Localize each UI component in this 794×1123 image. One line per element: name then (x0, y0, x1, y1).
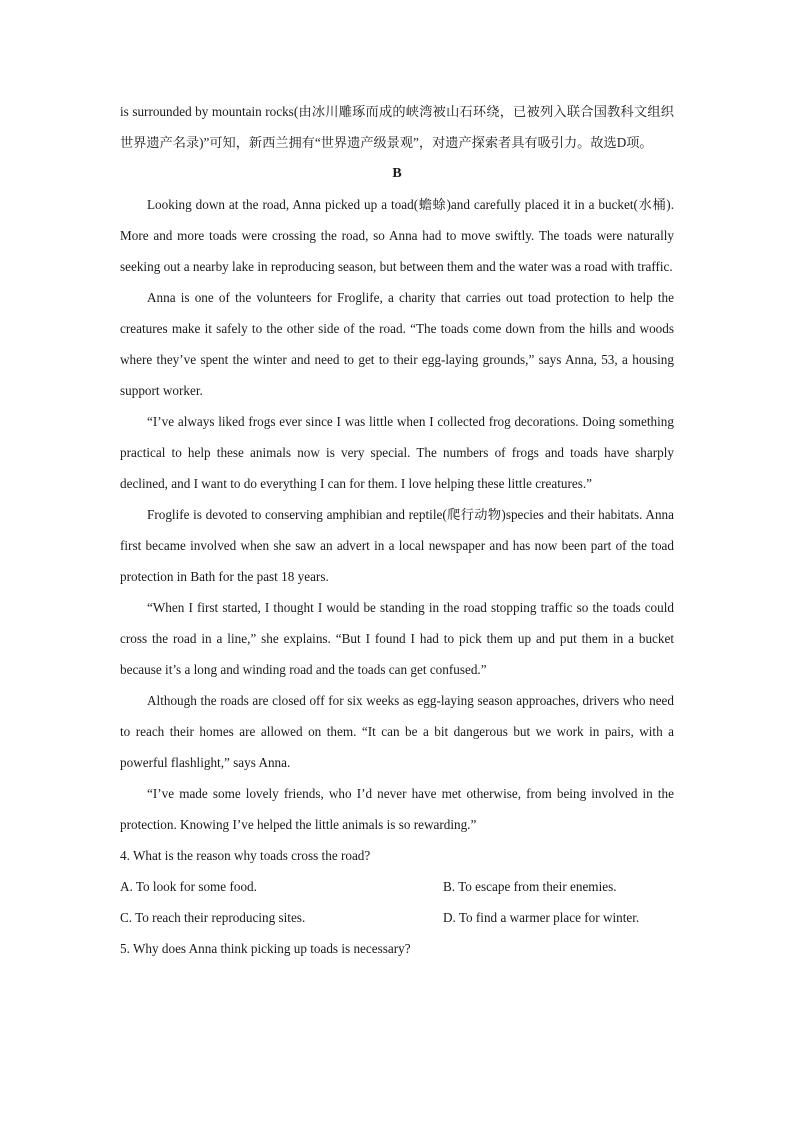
question-4-stem: 4. What is the reason why toads cross the road? (120, 848, 371, 863)
question-5-stem: 5. Why does Anna think picking up toads is necessary? (120, 941, 411, 956)
question-4-option-d: D. To find a warmer place for winter. (443, 910, 640, 925)
passage-paragraph-4: Froglife is devoted to conserving amphibian and reptile(爬行动物)species and their habitats. Anna first became involved when she saw an advert in a local newspaper and has now been part of the toad protection in Bath for the past 18 years. (120, 507, 674, 584)
question-4-option-a: A. To look for some food. (120, 879, 257, 894)
question-4-option-c: C. To reach their reproducing sites. (120, 910, 306, 925)
question-4-options (120, 871, 674, 933)
passage-paragraph-3: “I’ve always liked frogs ever since I was little when I collected frog decorations. Doing something practical to help these animals now is very special. The numbers of frogs and toads have sharply declined, and I want to do everything I can for them. I love helping these little creatures.” (120, 414, 674, 491)
section-title: B (392, 166, 402, 181)
passage-paragraph-7: “I’ve made some lovely friends, who I’d never have met otherwise, from being involved in the protection. Knowing I’ve helped the little animals is so rewarding.” (120, 786, 674, 832)
passage-paragraph-5: “When I first started, I thought I would be standing in the road stopping traffic so the toads could cross the road in a line,” she explains. “But I found I had to pick them up and put them in a bucket because it’s a long and winding road and the toads can get confused.” (120, 600, 674, 677)
document-page (120, 96, 674, 964)
passage-paragraph-6: Although the roads are closed off for six weeks as egg-laying season approaches, drivers who need to reach their homes are allowed on them. “It can be a bit dangerous but we work in pairs, with a powerful flashlight,” says Anna. (120, 693, 674, 770)
question-4-option-b: B. To escape from their enemies. (443, 879, 617, 894)
passage-paragraph-1: Looking down at the road, Anna picked up a toad(蟾蜍)and carefully placed it in a bucket(水桶). More and more toads were crossing the road, so Anna had to move swiftly. The toads were naturally seeking out a nearby lake in reproducing season, but between them and the water was a road with traffic. (120, 197, 674, 274)
intro-paragraph: is surrounded by mountain rocks(由冰川雕琢而成的峡湾被山石环绕，已被列入联合国教科文组织世界遗产名录)”可知，新西兰拥有“世界遗产级景观”，对遗产探索者具有吸引力。故选D项。 (120, 104, 674, 150)
passage-paragraph-2: Anna is one of the volunteers for Froglife, a charity that carries out toad protection to help the creatures make it safely to the other side of the road. “The toads come down from the hills and woods where they’ve spent the winter and need to get to their egg-laying grounds,” says Anna, 53, a housing support worker. (120, 290, 674, 398)
